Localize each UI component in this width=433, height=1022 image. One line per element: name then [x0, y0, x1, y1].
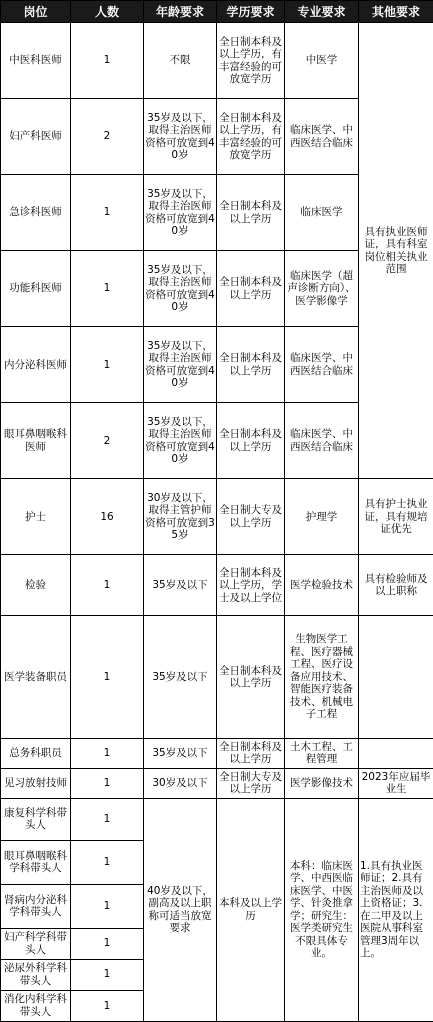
count-cell: 2: [71, 99, 144, 175]
age-cell: 35岁及以下，取得主治医师资格可放宽到40岁: [144, 251, 217, 327]
other-cell: [359, 738, 433, 768]
table-row: [1, 479, 433, 555]
count-cell: 1: [71, 616, 144, 738]
count-cell: 1: [71, 990, 144, 1021]
table-row: [1, 768, 433, 798]
position-cell: 眼耳鼻咽喉科学科带头人: [1, 840, 71, 884]
position-cell: 康复科学科带头人: [1, 798, 71, 840]
count-cell: 1: [71, 959, 144, 990]
table-row: [1, 798, 433, 840]
education-cell: 全日制本科及以上学历，有丰富经验的可放宽学历: [217, 99, 285, 175]
header-position: 岗位: [1, 1, 71, 23]
education-cell: 全日制大专及以上学历: [217, 768, 285, 798]
age-cell: 35岁及以下: [144, 616, 217, 738]
other-cell: 2023年应届毕业生: [359, 768, 433, 798]
major-cell: 临床医学、中西医结合临床: [285, 327, 359, 403]
position-cell: 急诊科医师: [1, 175, 71, 251]
education-cell: 全日制本科及以上学历: [217, 616, 285, 738]
major-cell: 临床医学（超声诊断方向）、医学影像学: [285, 251, 359, 327]
header-major: 专业要求: [285, 1, 359, 23]
count-cell: 1: [71, 798, 144, 840]
position-cell: 消化内科学科带头人: [1, 990, 71, 1021]
age-cell: 35岁及以下: [144, 738, 217, 768]
major-cell: 医学检验技术: [285, 555, 359, 616]
position-cell: 妇产科学科带头人: [1, 928, 71, 959]
position-cell: 检验: [1, 555, 71, 616]
other-cell: [359, 616, 433, 738]
major-cell: 临床医学: [285, 175, 359, 251]
header-row: [1, 1, 433, 23]
major-cell: 临床医学、中西医结合临床: [285, 403, 359, 479]
count-cell: 1: [71, 251, 144, 327]
age-cell: 30岁及以下，取得主管护师资格可放宽到35岁: [144, 479, 217, 555]
education-cell: 全日制大专及以上学历: [217, 479, 285, 555]
header-count: 人数: [71, 1, 144, 23]
position-cell: 眼耳鼻咽喉科医师: [1, 403, 71, 479]
leader-age-cell: 40岁及以下，副高及以上职称可适当放宽要求: [144, 798, 217, 1021]
table-row: [1, 616, 433, 738]
other-cell-group1: 具有执业医师证，具有科室岗位相关执业范围: [359, 23, 433, 479]
age-cell: 35岁及以下，取得主治医师资格可放宽到40岁: [144, 99, 217, 175]
table-row: [1, 23, 433, 99]
other-cell: 具有护士执业证，具有规培证优先: [359, 479, 433, 555]
education-cell: 全日制本科及以上学历: [217, 175, 285, 251]
count-cell: 1: [71, 738, 144, 768]
table-row: [1, 738, 433, 768]
header-education: 学历要求: [217, 1, 285, 23]
leader-education-cell: 本科及以上学历: [217, 798, 285, 1021]
major-cell: 土木工程、工程管理: [285, 738, 359, 768]
other-cell: 具有检验师及以上职称: [359, 555, 433, 616]
leader-other-cell: 1.具有执业医师证；2.具有主治医师及以上资格证；3.在二甲及以上医院从事科室管理3周年以上。: [359, 798, 433, 1021]
age-cell: 35岁及以下，取得主治医师资格可放宽到40岁: [144, 403, 217, 479]
age-cell: 35岁及以下: [144, 555, 217, 616]
education-cell: 全日制本科及以上学历: [217, 738, 285, 768]
position-cell: 中医科医师: [1, 23, 71, 99]
age-cell: 35岁及以下，取得主治医师资格可放宽到40岁: [144, 175, 217, 251]
major-cell: 中医学: [285, 23, 359, 99]
position-cell: 妇产科医师: [1, 99, 71, 175]
count-cell: 1: [71, 840, 144, 884]
count-cell: 1: [71, 175, 144, 251]
major-cell: 临床医学、中西医结合临床: [285, 99, 359, 175]
major-cell: 护理学: [285, 479, 359, 555]
position-cell: 功能科医师: [1, 251, 71, 327]
position-cell: 泌尿外科学科带头人: [1, 959, 71, 990]
position-cell: 总务科职员: [1, 738, 71, 768]
position-cell: 内分泌科医师: [1, 327, 71, 403]
header-other: 其他要求: [359, 1, 433, 23]
education-cell: 全日制本科及以上学历，学士及以上学位: [217, 555, 285, 616]
leader-major-cell: 本科：临床医学、中西医临床医学、中医学、针灸推拿学；研究生：医学类研究生不限具体专业。: [285, 798, 359, 1021]
table-row: [1, 555, 433, 616]
count-cell: 2: [71, 403, 144, 479]
education-cell: 全日制本科及以上学历: [217, 327, 285, 403]
position-cell: 肾病内分泌科学科带头人: [1, 884, 71, 928]
education-cell: 全日制本科及以上学历，有丰富经验的可放宽学历: [217, 23, 285, 99]
position-cell: 见习放射技师: [1, 768, 71, 798]
major-cell: 医学影像技术: [285, 768, 359, 798]
count-cell: 1: [71, 884, 144, 928]
header-age: 年龄要求: [144, 1, 217, 23]
education-cell: 全日制本科及以上学历: [217, 251, 285, 327]
count-cell: 1: [71, 928, 144, 959]
count-cell: 1: [71, 768, 144, 798]
education-cell: 全日制本科及以上学历: [217, 403, 285, 479]
age-cell: 35岁及以下，取得主治医师资格可放宽到40岁: [144, 327, 217, 403]
major-cell: 生物医学工程、医疗器械工程、医疗设备应用技术、智能医疗装备技术、机械电子工程: [285, 616, 359, 738]
position-cell: 护士: [1, 479, 71, 555]
count-cell: 1: [71, 23, 144, 99]
position-cell: 医学装备职员: [1, 616, 71, 738]
age-cell: 不限: [144, 23, 217, 99]
count-cell: 16: [71, 479, 144, 555]
count-cell: 1: [71, 327, 144, 403]
age-cell: 30岁及以下: [144, 768, 217, 798]
count-cell: 1: [71, 555, 144, 616]
